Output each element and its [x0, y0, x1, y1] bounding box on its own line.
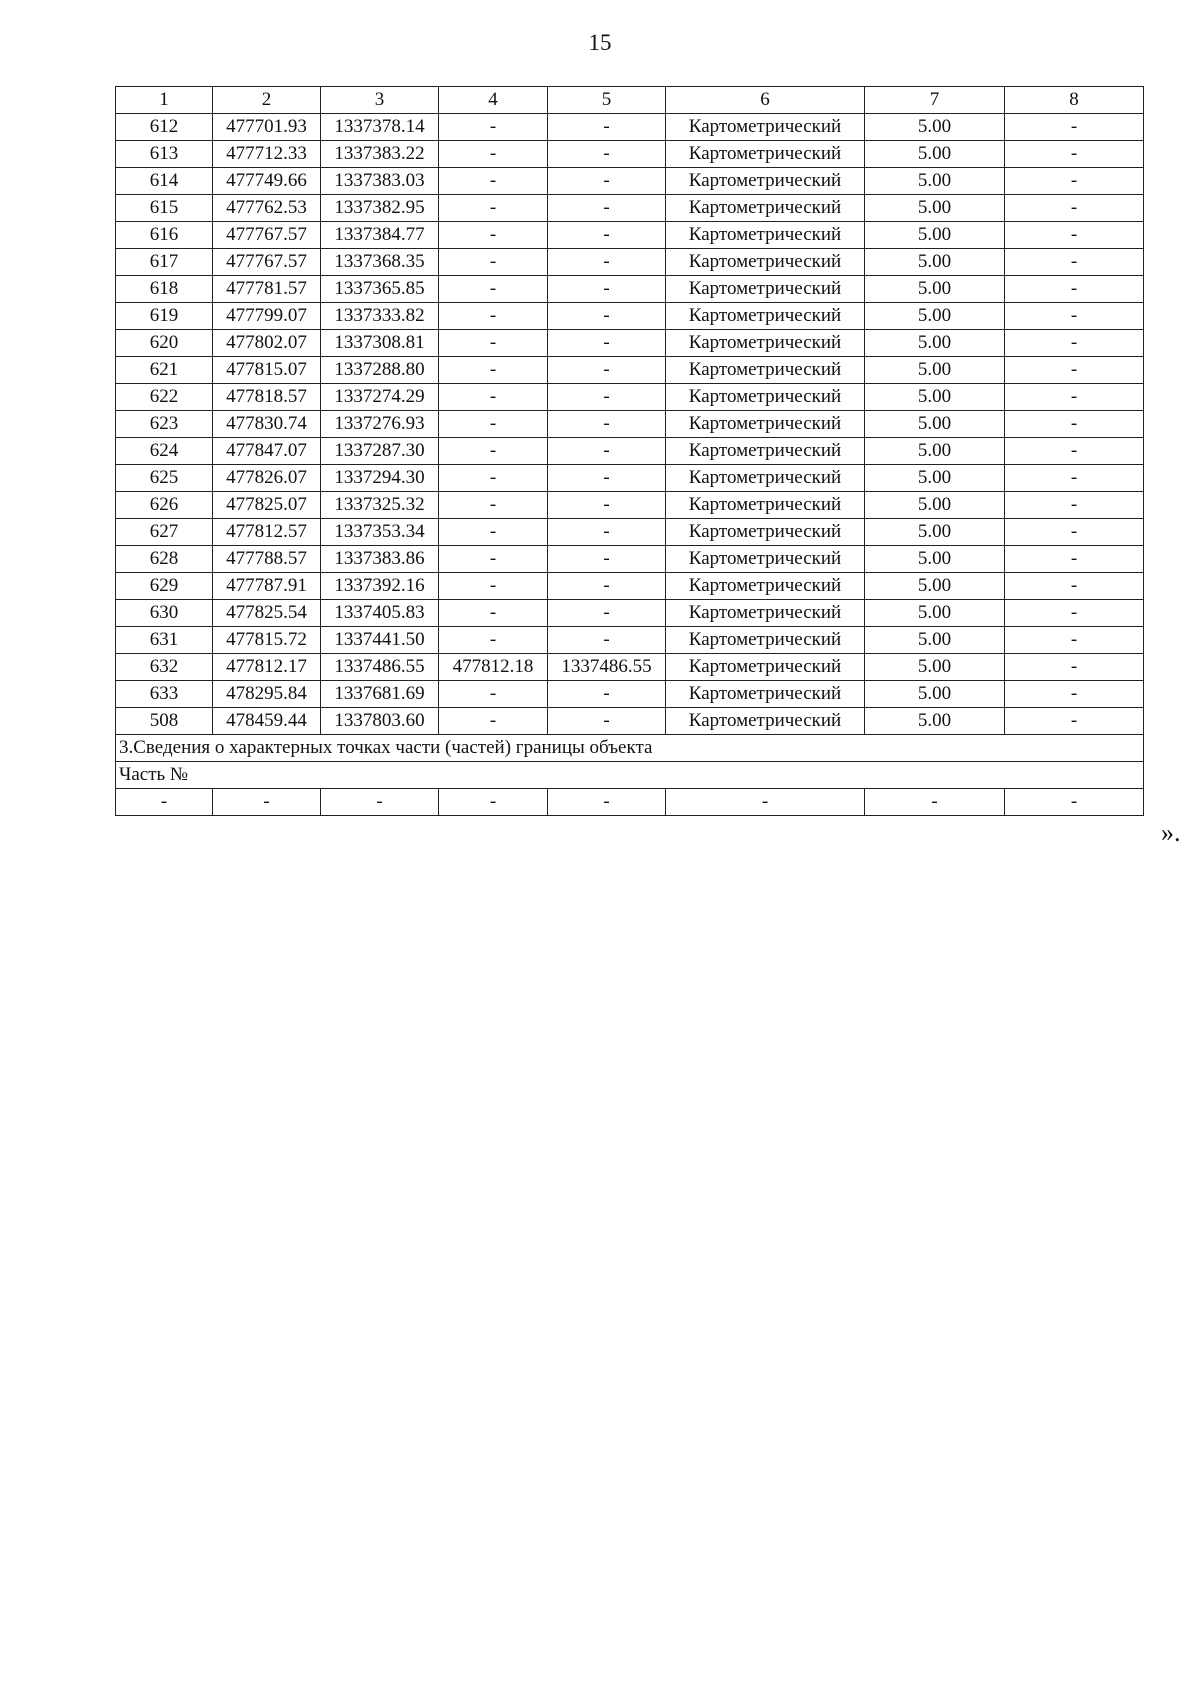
table-cell: - [439, 438, 548, 465]
table-row [116, 519, 1144, 546]
table-cell: - [1005, 492, 1144, 519]
table-cell: - [548, 789, 666, 816]
table-cell: Картометрический [666, 627, 865, 654]
table-cell: - [548, 357, 666, 384]
table-cell: - [1005, 249, 1144, 276]
table-cell: 478295.84 [213, 681, 321, 708]
table-cell: 1337294.30 [321, 465, 439, 492]
table-cell: - [439, 789, 548, 816]
table-cell: 477767.57 [213, 249, 321, 276]
section-title: 3.Сведения о характерных точках части (частей) границы объекта [116, 735, 1144, 762]
table-cell: - [548, 249, 666, 276]
table-cell: - [1005, 438, 1144, 465]
table-row [116, 573, 1144, 600]
table-cell: - [548, 411, 666, 438]
table-cell: - [548, 114, 666, 141]
table-cell: 1337378.14 [321, 114, 439, 141]
table-cell: 5.00 [865, 357, 1005, 384]
table-cell: 508 [116, 708, 213, 735]
table-cell: - [1005, 708, 1144, 735]
table-cell: 5.00 [865, 222, 1005, 249]
table-cell: 5.00 [865, 114, 1005, 141]
table-cell: - [865, 789, 1005, 816]
page-number: 15 [588, 30, 612, 55]
table-cell: Картометрический [666, 168, 865, 195]
table-cell: 477812.57 [213, 519, 321, 546]
table-cell: 1337368.35 [321, 249, 439, 276]
table-cell: 5.00 [865, 681, 1005, 708]
table-row [116, 276, 1144, 303]
table-cell: - [1005, 654, 1144, 681]
header-cell: 4 [439, 87, 548, 114]
table-row [116, 600, 1144, 627]
table-cell: 628 [116, 546, 213, 573]
table-cell: 5.00 [865, 195, 1005, 222]
table-cell: - [1005, 141, 1144, 168]
table-cell: 477815.07 [213, 357, 321, 384]
table-cell: 612 [116, 114, 213, 141]
table-cell: - [439, 519, 548, 546]
table-cell: 1337384.77 [321, 222, 439, 249]
table-cell: 1337383.86 [321, 546, 439, 573]
table-cell: - [1005, 330, 1144, 357]
table-cell: - [439, 627, 548, 654]
table-cell: - [548, 141, 666, 168]
table-cell: 1337681.69 [321, 681, 439, 708]
points-table-body [116, 87, 1144, 816]
table-cell: 477712.33 [213, 141, 321, 168]
table-cell: 1337382.95 [321, 195, 439, 222]
table-cell: 1337274.29 [321, 384, 439, 411]
table-cell: 477802.07 [213, 330, 321, 357]
table-cell: - [548, 222, 666, 249]
table-cell: 5.00 [865, 708, 1005, 735]
table-cell: 477825.54 [213, 600, 321, 627]
table-cell: - [548, 168, 666, 195]
table-cell: 477767.57 [213, 222, 321, 249]
table-cell: 615 [116, 195, 213, 222]
table-cell: - [439, 330, 548, 357]
table-cell: 632 [116, 654, 213, 681]
table-cell: - [548, 573, 666, 600]
table-cell: 627 [116, 519, 213, 546]
table-cell: Картометрический [666, 276, 865, 303]
table-cell: - [321, 789, 439, 816]
table-cell: Картометрический [666, 330, 865, 357]
table-cell: 623 [116, 411, 213, 438]
table-cell: 477812.18 [439, 654, 548, 681]
table-row [116, 681, 1144, 708]
table-cell: - [1005, 168, 1144, 195]
table-row [116, 438, 1144, 465]
table-cell: 633 [116, 681, 213, 708]
table-cell: 619 [116, 303, 213, 330]
section-title-row [116, 735, 1144, 762]
part-label: Часть № [116, 762, 1144, 789]
table-cell: - [1005, 681, 1144, 708]
table-cell: 630 [116, 600, 213, 627]
table-cell: 1337308.81 [321, 330, 439, 357]
table-cell: Картометрический [666, 357, 865, 384]
table-cell: 1337803.60 [321, 708, 439, 735]
table-cell: 5.00 [865, 168, 1005, 195]
header-cell: 6 [666, 87, 865, 114]
table-cell: - [1005, 384, 1144, 411]
table-cell: - [1005, 195, 1144, 222]
table-cell: - [1005, 114, 1144, 141]
table-cell: - [548, 303, 666, 330]
table-cell: - [1005, 789, 1144, 816]
table-cell: - [1005, 465, 1144, 492]
table-cell: - [1005, 276, 1144, 303]
table-cell: - [439, 411, 548, 438]
table-cell: - [548, 708, 666, 735]
table-cell: 617 [116, 249, 213, 276]
table-cell: 1337365.85 [321, 276, 439, 303]
table-cell: - [1005, 303, 1144, 330]
table-cell: - [439, 141, 548, 168]
table-cell: 1337325.32 [321, 492, 439, 519]
table-cell: - [439, 168, 548, 195]
table-row [116, 465, 1144, 492]
table-cell: 477781.57 [213, 276, 321, 303]
table-cell: 1337383.03 [321, 168, 439, 195]
table-cell: - [439, 708, 548, 735]
table-row [116, 303, 1144, 330]
table-cell: Картометрический [666, 384, 865, 411]
table-cell: 625 [116, 465, 213, 492]
table-cell: Картометрический [666, 600, 865, 627]
table-cell: - [439, 357, 548, 384]
table-cell: - [439, 546, 548, 573]
table-cell: 5.00 [865, 330, 1005, 357]
empty-row [116, 789, 1144, 816]
table-cell: 5.00 [865, 438, 1005, 465]
table-cell: Картометрический [666, 303, 865, 330]
table-cell: - [1005, 519, 1144, 546]
table-cell: 631 [116, 627, 213, 654]
table-cell: Картометрический [666, 411, 865, 438]
table-cell: 5.00 [865, 465, 1005, 492]
table-row [116, 654, 1144, 681]
table-cell: 478459.44 [213, 708, 321, 735]
table-cell: 1337405.83 [321, 600, 439, 627]
table-cell: 1337486.55 [548, 654, 666, 681]
table-row [116, 141, 1144, 168]
table-cell: Картометрический [666, 681, 865, 708]
table-cell: 621 [116, 357, 213, 384]
table-row [116, 627, 1144, 654]
table-cell: 477749.66 [213, 168, 321, 195]
table-cell: 1337392.16 [321, 573, 439, 600]
table-cell: Картометрический [666, 492, 865, 519]
table-cell: 5.00 [865, 303, 1005, 330]
table-cell: Картометрический [666, 465, 865, 492]
table-row [116, 168, 1144, 195]
table-cell: Картометрический [666, 195, 865, 222]
table-cell: 477847.07 [213, 438, 321, 465]
table-cell: 5.00 [865, 141, 1005, 168]
table-cell: Картометрический [666, 654, 865, 681]
table-row [116, 411, 1144, 438]
table-cell: Картометрический [666, 249, 865, 276]
table-cell: 5.00 [865, 519, 1005, 546]
table-cell: 5.00 [865, 411, 1005, 438]
table-cell: 5.00 [865, 600, 1005, 627]
table-cell: - [213, 789, 321, 816]
table-cell: - [439, 249, 548, 276]
table-cell: 1337333.82 [321, 303, 439, 330]
table-row [116, 114, 1144, 141]
table-cell: Картометрический [666, 114, 865, 141]
table-cell: - [1005, 411, 1144, 438]
table-cell: Картометрический [666, 519, 865, 546]
table-cell: 1337287.30 [321, 438, 439, 465]
table-row [116, 222, 1144, 249]
table-cell: 5.00 [865, 654, 1005, 681]
table-cell: 477787.91 [213, 573, 321, 600]
table-cell: 477825.07 [213, 492, 321, 519]
table-cell: - [439, 573, 548, 600]
table-cell: - [548, 330, 666, 357]
table-cell: - [1005, 546, 1144, 573]
table-row [116, 357, 1144, 384]
table-cell: - [548, 276, 666, 303]
table-cell: - [548, 600, 666, 627]
header-cell: 1 [116, 87, 213, 114]
table-cell: - [439, 276, 548, 303]
table-row [116, 492, 1144, 519]
table-cell: - [548, 519, 666, 546]
table-cell: - [1005, 600, 1144, 627]
table-cell: 626 [116, 492, 213, 519]
table-row [116, 330, 1144, 357]
table-row [116, 249, 1144, 276]
table-cell: Картометрический [666, 438, 865, 465]
table-cell: - [439, 600, 548, 627]
table-cell: - [548, 438, 666, 465]
table-cell: - [666, 789, 865, 816]
table-cell: 624 [116, 438, 213, 465]
table-cell: - [548, 492, 666, 519]
table-cell: - [1005, 222, 1144, 249]
table-cell: 613 [116, 141, 213, 168]
table-cell: 5.00 [865, 276, 1005, 303]
table-cell: - [439, 222, 548, 249]
table-cell: 477701.93 [213, 114, 321, 141]
table-cell: - [548, 627, 666, 654]
table-cell: - [439, 303, 548, 330]
table-cell: - [548, 384, 666, 411]
table-cell: 477812.17 [213, 654, 321, 681]
table-row [116, 384, 1144, 411]
table-cell: - [439, 114, 548, 141]
table-cell: 1337441.50 [321, 627, 439, 654]
table-cell: - [548, 546, 666, 573]
table-cell: 1337353.34 [321, 519, 439, 546]
table-cell: - [1005, 573, 1144, 600]
closing-quote: ». [1161, 818, 1181, 847]
table-cell: Картометрический [666, 573, 865, 600]
table-cell: 1337276.93 [321, 411, 439, 438]
table-cell: - [1005, 357, 1144, 384]
header-row [116, 87, 1144, 114]
table-cell: 477826.07 [213, 465, 321, 492]
header-cell: 7 [865, 87, 1005, 114]
table-cell: Картометрический [666, 222, 865, 249]
table-cell: 622 [116, 384, 213, 411]
table-cell: - [439, 492, 548, 519]
table-cell: 5.00 [865, 546, 1005, 573]
table-row [116, 546, 1144, 573]
table-cell: 477762.53 [213, 195, 321, 222]
table-cell: 1337486.55 [321, 654, 439, 681]
points-table [115, 86, 1144, 816]
table-cell: 477815.72 [213, 627, 321, 654]
header-cell: 3 [321, 87, 439, 114]
table-cell: Картометрический [666, 546, 865, 573]
table-cell: - [548, 681, 666, 708]
table-cell: 620 [116, 330, 213, 357]
table-cell: - [439, 384, 548, 411]
table-cell: 614 [116, 168, 213, 195]
table-cell: 5.00 [865, 492, 1005, 519]
table-cell: 5.00 [865, 627, 1005, 654]
table-cell: - [1005, 627, 1144, 654]
table-cell: 477818.57 [213, 384, 321, 411]
table-cell: - [439, 195, 548, 222]
table-cell: 629 [116, 573, 213, 600]
table-cell: 1337288.80 [321, 357, 439, 384]
table-cell: 1337383.22 [321, 141, 439, 168]
table-cell: - [116, 789, 213, 816]
table-cell: Картометрический [666, 141, 865, 168]
table-cell: - [439, 681, 548, 708]
table-cell: 618 [116, 276, 213, 303]
table-cell: Картометрический [666, 708, 865, 735]
table-row [116, 195, 1144, 222]
table-cell: 5.00 [865, 249, 1005, 276]
table-cell: 5.00 [865, 384, 1005, 411]
table-cell: - [548, 195, 666, 222]
table-cell: - [439, 465, 548, 492]
header-cell: 8 [1005, 87, 1144, 114]
table-cell: 5.00 [865, 573, 1005, 600]
table-cell: 477788.57 [213, 546, 321, 573]
table-cell: 477799.07 [213, 303, 321, 330]
table-cell: - [548, 465, 666, 492]
header-cell: 2 [213, 87, 321, 114]
table-row [116, 708, 1144, 735]
table-cell: 616 [116, 222, 213, 249]
header-cell: 5 [548, 87, 666, 114]
table-cell: 477830.74 [213, 411, 321, 438]
part-label-row [116, 762, 1144, 789]
